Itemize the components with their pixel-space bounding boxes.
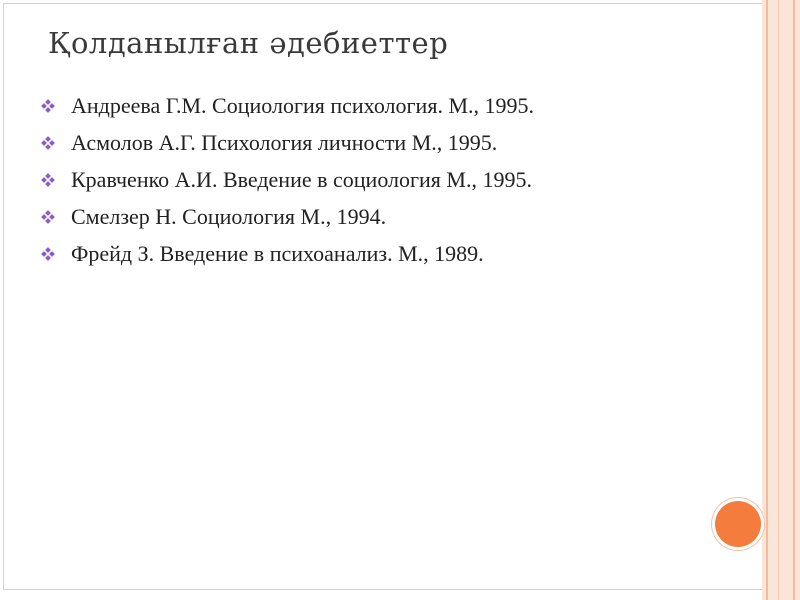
reference-text: Фрейд З. Введение в психоанализ. М., 1989. (71, 240, 484, 266)
diamond-bullet-icon (42, 137, 54, 149)
reference-item (42, 198, 534, 235)
side-decoration-line (766, 0, 768, 600)
reference-item (42, 124, 534, 161)
reference-text: Смелзер Н. Социология М., 1994. (71, 203, 387, 229)
diamond-bullet-icon (42, 211, 54, 223)
reference-item (42, 235, 534, 272)
reference-list (42, 87, 534, 272)
reference-item (42, 161, 534, 198)
side-decoration-line (778, 0, 779, 600)
reference-text: Кравченко А.И. Введение в социология М., 1995. (71, 166, 532, 192)
reference-text: Асмолов А.Г. Психология личности М., 1995. (71, 129, 498, 155)
diamond-bullet-icon (42, 174, 54, 186)
slide-title: Қолданылған әдебиеттер (48, 26, 449, 60)
side-decoration-line (793, 0, 795, 600)
diamond-bullet-icon (42, 248, 54, 260)
reference-text: Андреева Г.М. Социология психология. М., 1995. (71, 92, 535, 118)
orange-circle-icon (715, 501, 761, 547)
diamond-bullet-icon (42, 100, 54, 112)
reference-item (42, 87, 534, 124)
